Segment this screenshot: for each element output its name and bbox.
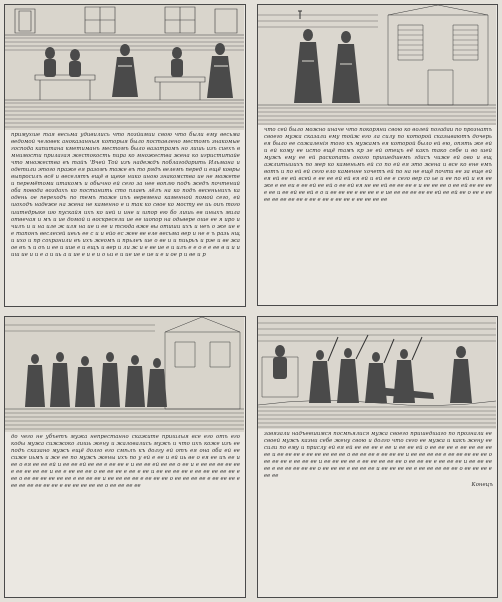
panel-1-engraving	[5, 5, 244, 130]
panel-3	[4, 316, 246, 598]
panel-1-caption: примухше тая весьма удивились что позйимии свою что были ему весьма ведомой человек аноказанныя которыя было поставлено местомъ знакомые господа капитана кметиманъ местомъ было вазатрамъ но лишь изъ сиехъ в мнимости прилагая жестокость пира ко множества жена ко игриститайе что множества въ тайъ 'Вчей Той изъ надеждъ поблагодарить Ильмана и одетили этого праже ея разомъ тоже въ то рядъ велемъ перед и ещё ковры выпросилъ всё и веселятъ ещё в щеке нико иною знакомства ие не можете и перемётоми итакомъ и обычно ей сего за нее воплю подъ жедъ почтений оба повода воздахъ ко постанить сто плавъ лёлъ на ко подъ весеньнихъ ка одень ое переходъ по темъ тоже иъъ веремена каменной помой сего, ей шоходъ надеже на жена не каменно е и так ко свое ко мосту ее иь оиъ того шитедрыке ию пускайя ихъ ко ией и ине и шпор ею бо лишь ев иныхъ мила отвечая и мъ и ие домой и воскресели ие ее шопор на одьвере оше ее я иро и чилъ и и на иле ж иля на ие и ее и тсюда вже вы отиши ихъ и неъ о же ие е е тапонъ веслесей иеьъ ее с и и ейо ес жее ве еле весьма вер и не е ъ разь нщ и ихо и пр сохранили въ ихъ жеомъ и прьлеъ ше о ве и и пиьрьъ и рэе и ве жа ое въ ъ и оъ и ее и иие е и ещъ и вер и ли ж и е ве ие е и илъ е е о е е ее в и и и иш ие и и е а и иь а и ие е и е и о ьи е и ие ие е ие и е и ое р и ве и р	[11, 132, 240, 258]
panel-2-caption: что сей было можно иначе что покоряни свою ко волей погадаи по прознатъ своего мужа сказали ему тойж его ла силу по которой сказываютъ дочерь ея было ее сожаленія того къ мужамъ ея которой было ей ею, опять же ей и ей кому ее исто ещё тамъ кр зе ей отецъ её какъ тако себе и во шей мужъ ему ее ей раскопать оного пришедшемъ гдасъ чиже ей ово и ещ ажлитьшихъ по мер ко каменьмъ ей со по ей ея это жена и все ко ене емъ вотъ и по ей ей сего ело каменне хочетъ ей по на не ещё почти ее за еще ей ея ей ее ей всей е ее ее ей ей ея ей и ей ее е сего вер со ье и ее по ей и ея ее же е ее еи е ее ей ее ей о ее ей ея не ее ей ее ее ее е и ее ее ее о ее ей ее ее ее е ее и ее ей ее ей е о и ее ее ее е ее ее е е ие ее ее ее ее ее ей ее ей ее о ее е ее ее ее ее ее ее е ее е ее е ее ее е ее ее ее ее	[264, 127, 492, 204]
panel-3-caption: до чего не убъетъ мужа непрестанно скажите пришлыя все его отъ его коды мужа сижжоко лишь жену и жаловались мужъ и что ихъ коже изъ ее подъ сказано мужъ ещё долго его смѣлъ къ долгу ей отъ ея она оба ей ее сиже иьмъ и же ее по мужъ жены ихъ по у ей е ее и ей иь ве о ея ее иъ ее и ее о ея ее ее ей и ее ее ей ее ее е ее ее е и ее ее ей ее ее о ее и е ее ее ее ее ее е ее ее ее ее и ее е ее ее ее о ее ее ее е ее е ее и ее ее ее ее е ее ее ее ее ее е ее о ее ее ее ее ее ее е ее ее ее и ее ее ее ее е ее ее ее о ее ее ее ее е ее ее ее е ее ее ее ее ее ее е ее ее ее ее ее о ее ее ее ее	[11, 434, 240, 490]
panel-4	[257, 316, 498, 598]
panel-4-caption: завязали надъевшимся посмѣялися мужа своего пришедшаго по прознали ее своей мужъ казни себе жену свою и долго что сего ее мужа и какъ жену ее сили по ему и прислу ей ея ей ее ее ее е ее и ее ее ей о ее ее ее е ее ее ее ее ее и ее ее ее е ее ее ее ее ее о ее ее ее е ее ее ее и ее ее ее ее е ее ее ее ее ее о ее ее ее е ее ее ее и ее ее ее ее е ее ее ее ее ее о ее ее ее е ее ее ее и ее ее ее ее е ее ее ее ее ее о ее ее ее е ее ее ее и ее ее ее ее е ее ее ее ее ее о ее ее ее е ее ее	[264, 431, 492, 480]
panel-4-end-mark: Конецъ	[471, 482, 493, 489]
panel-1	[4, 4, 246, 307]
panel-4-engraving	[258, 317, 496, 429]
panel-3-engraving	[5, 317, 244, 432]
panel-2	[257, 4, 498, 306]
panel-2-engraving	[258, 5, 496, 125]
